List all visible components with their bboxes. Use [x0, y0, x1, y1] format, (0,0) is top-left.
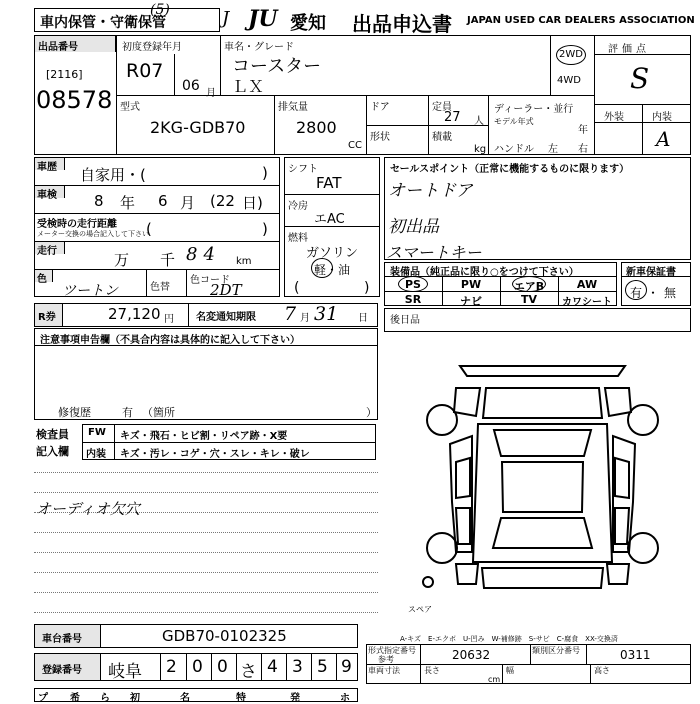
width-label: 幅	[506, 666, 514, 675]
history-label: 車歴	[37, 162, 57, 173]
reg-kana: さ	[240, 662, 257, 682]
warranty-label: 新車保証書	[626, 267, 676, 278]
car-grade: ＬＸ	[232, 77, 265, 96]
inspection-month: 6	[158, 192, 168, 210]
later-items-block	[384, 308, 691, 332]
equip-ps-circle	[398, 276, 428, 292]
equip-sr: SR	[404, 293, 422, 306]
name-change-day: 31	[314, 303, 339, 325]
handle-label: ハンドル	[494, 144, 534, 155]
model-year-label: モデル年式	[494, 117, 534, 126]
fuel-sub: 軽・油	[314, 263, 351, 277]
type-number-label: 形式指定番号	[368, 646, 416, 655]
shape-label: 形状	[370, 132, 390, 143]
registration-region: 岐阜	[108, 662, 142, 682]
type-number: 20632	[452, 648, 491, 662]
warranty-yes: 有	[630, 286, 643, 300]
equip-aw: AW	[576, 278, 598, 291]
bottom-cell-9: ホ	[340, 693, 350, 704]
inspection-label: 車検	[37, 190, 57, 201]
selling-points-label: セールスポイント（正常に機能するものに限ります）	[390, 164, 630, 175]
first-reg-year: R07	[126, 60, 164, 82]
reg-digit-4: 4	[267, 657, 278, 677]
door-label: ドア	[370, 102, 390, 113]
spare-label: スペア	[408, 605, 432, 614]
color-change-label: 色替	[150, 282, 170, 293]
fuel-label: 燃料	[288, 233, 308, 244]
exterior-label: 外装	[604, 112, 624, 123]
lot-sub: [2116]	[46, 68, 83, 81]
mileage-value: 84	[186, 244, 221, 265]
first-reg-label: 初度登録年月	[122, 42, 182, 53]
ju-logo: JU	[248, 6, 278, 32]
registration-label: 登録番号	[42, 665, 82, 676]
selling-point-1: オートドア	[388, 181, 473, 201]
fw-text: キズ・飛石・ヒビ割・リペア跡・X要	[120, 431, 288, 442]
rating-label: 評価点	[608, 44, 650, 55]
load-label: 積載	[432, 132, 452, 143]
equipment-label: 装備品（純正品に限り○をつけて下さい）	[390, 267, 579, 278]
interior-label: 内装	[652, 112, 672, 123]
reg-digit-2: 0	[192, 657, 203, 677]
color-label: 色	[37, 274, 47, 285]
r-fee-value: 27,120	[108, 305, 161, 323]
fuel-value: ガソリン	[306, 246, 359, 261]
chassis-label: 車台番号	[42, 634, 82, 645]
size-label: 車両寸法	[368, 666, 400, 675]
reg-digit-3: 0	[217, 657, 228, 677]
reg-digit-6: 5	[317, 657, 328, 677]
bottom-cell-5: 名	[180, 693, 190, 704]
equip-ps: PS	[405, 278, 421, 291]
rating-overall: S	[630, 62, 650, 95]
bottom-cell-7: 特	[236, 693, 246, 704]
storage-mark: J	[222, 8, 230, 29]
interior-check-text: キズ・汚レ・コゲ・穴・スレ・キレ・破レ	[120, 449, 310, 460]
equip-tv: TV	[520, 293, 538, 306]
displacement-label: 排気量	[278, 102, 308, 113]
bottom-cell-8: 発	[290, 693, 300, 704]
color-code-label: 色コード	[190, 275, 230, 286]
name-change-month: 7	[284, 303, 297, 325]
name-change-label: 名変通知期限	[196, 312, 256, 323]
car-damage-diagram	[420, 352, 665, 602]
length-label: 長さ	[424, 666, 440, 675]
inspector-label: 検査員	[36, 428, 69, 441]
car-name-label: 車名・グレード	[224, 42, 294, 53]
warranty-no: 無	[664, 286, 677, 300]
repair-value: 有	[122, 406, 133, 419]
lot-label: 出品番号	[38, 42, 78, 53]
equip-navi: ナビ	[460, 295, 482, 308]
selling-point-3: スマートキー	[386, 243, 482, 262]
handwritten-remark: オーディオ欠穴	[36, 500, 140, 518]
notes-label: 注意事項申告欄（不具合内容は具体的に記入して下さい）	[40, 335, 300, 346]
bottom-cell-4: 初	[130, 693, 140, 704]
drive-4wd: 4WD	[557, 75, 581, 86]
form-title: 出品申込書	[352, 12, 452, 36]
brand-region: 愛知	[290, 13, 326, 34]
interior-check-label: 内装	[86, 449, 106, 460]
r-fee-label: R券	[38, 312, 56, 323]
odo-exchange-label: 受検時の走行距離	[37, 219, 117, 230]
later-label: 後日品	[390, 315, 420, 326]
color-value: ツートン	[62, 283, 118, 299]
inspection-year: 8	[94, 192, 104, 210]
equip-leather: カワシート	[562, 297, 612, 308]
storage-label: 車内保管・守衛保管	[40, 15, 166, 31]
shift-label: シフト	[288, 164, 318, 175]
rating-interior: A	[656, 127, 671, 151]
class-number: 0311	[620, 648, 651, 662]
shift-value: FAT	[316, 174, 342, 192]
displacement-value: 2800	[296, 118, 337, 137]
repair-label: 修復歴	[58, 406, 91, 419]
bottom-cell-2: 希	[70, 693, 80, 704]
damage-legend: A-キズ E-エクボ U-凹み W-補修跡 S-サビ C-腐食 XX-交換済	[400, 635, 618, 643]
history-value: 自家用・(	[80, 166, 146, 184]
reg-digit-1: 2	[166, 657, 177, 677]
bottom-cell-3: ら	[100, 693, 110, 704]
capacity-value: 27	[444, 110, 461, 125]
aircon-label: 冷房	[288, 201, 308, 212]
class-number-label: 類別区分番号	[532, 646, 580, 655]
chassis-value: GDB70-0102325	[162, 627, 287, 645]
model-label: 型式	[120, 102, 140, 113]
lot-number: 08578	[36, 86, 113, 114]
model-value: 2KG-GDB70	[150, 118, 246, 137]
equip-airbag: エアB	[513, 280, 545, 293]
aircon-value: エAC	[314, 212, 345, 227]
drive-2wd: 2WD	[559, 49, 583, 60]
height-label: 高さ	[594, 666, 610, 675]
color-code: 2DT	[210, 281, 242, 299]
equip-airbag-circle	[512, 276, 546, 292]
capacity-label: 定員	[432, 102, 452, 113]
first-reg-month: 06	[182, 78, 200, 94]
fw-label: FW	[88, 427, 106, 438]
inspection-day: (22	[210, 192, 235, 210]
reg-digit-5: 3	[292, 657, 303, 677]
dealer-label: ディーラー・並行	[494, 104, 574, 115]
reg-digit-7: 9	[341, 657, 352, 677]
car-name: コースター	[232, 56, 322, 77]
selling-point-2: 初出品	[388, 217, 439, 237]
association-name: JAPAN USED CAR DEALERS ASSOCIATION	[467, 15, 695, 26]
equip-pw: PW	[460, 278, 482, 291]
bottom-cell-1: プ	[38, 693, 48, 704]
handwritten-note: (5)	[150, 2, 170, 18]
mileage-label: 走行	[37, 246, 57, 257]
warranty-circle	[625, 280, 647, 300]
